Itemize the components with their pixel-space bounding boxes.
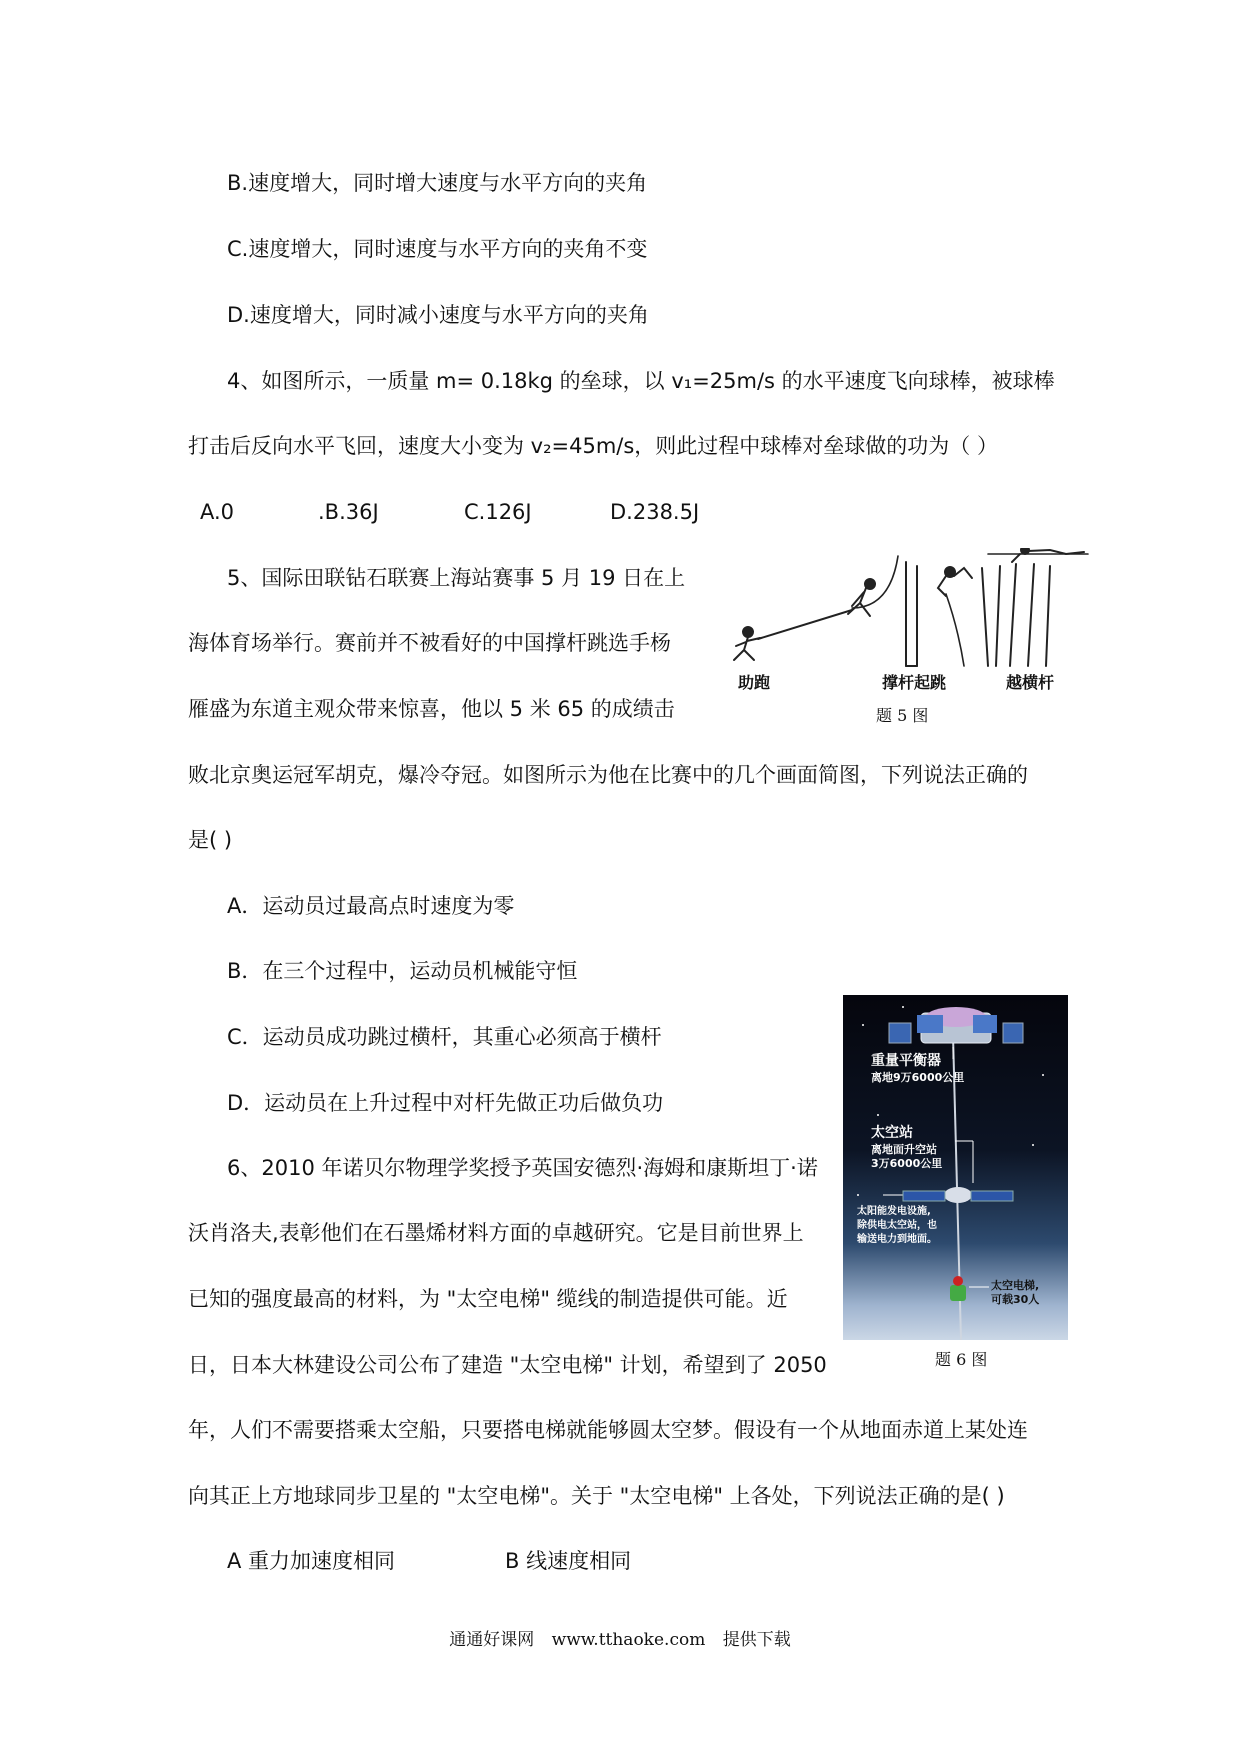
figure-5-label-run: 助跑 bbox=[738, 673, 771, 692]
figure-5-label-takeoff: 撑杆起跳 bbox=[882, 673, 947, 692]
footer-url[interactable]: www.tthaoke.com bbox=[551, 1630, 706, 1650]
option-q3-b: B.速度增大，同时增大速度与水平方向的夹角 bbox=[227, 171, 648, 195]
solar-desc-1: 太阳能发电设施, bbox=[857, 1206, 931, 1217]
q5-stem-line1: 5、国际田联钻石联赛上海站赛事 5 月 19 日在上 bbox=[227, 566, 686, 590]
station-desc-1: 离地面升空站 bbox=[871, 1143, 937, 1156]
figure-5-pole-vault bbox=[720, 548, 1100, 698]
page-footer bbox=[0, 1625, 1240, 1650]
solar-desc-2: 除供电太空站，也 bbox=[857, 1220, 937, 1231]
q6-option-b: B 线速度相同 bbox=[505, 1549, 632, 1573]
q4-stem-line1: 4、如图所示，一质量 m= 0.18kg 的垒球，以 v₁=25m/s 的水平速度飞向球棒，被球棒 bbox=[227, 369, 1055, 393]
q5-stem-line2: 海体育场举行。赛前并不被看好的中国撑杆跳选手杨 bbox=[188, 631, 671, 655]
station-title: 太空站 bbox=[871, 1125, 913, 1141]
counterweight-desc: 离地9万6000公里 bbox=[871, 1071, 965, 1084]
q6-stem-line1: 6、2010 年诺贝尔物理学奖授予英国安德烈·海姆和康斯坦丁·诺 bbox=[227, 1156, 818, 1180]
counterweight-title: 重量平衡器 bbox=[871, 1053, 941, 1069]
q6-stem-line3: 已知的强度最高的材料，为 "太空电梯" 缆线的制造提供可能。近 bbox=[188, 1287, 788, 1311]
elevator-desc-1: 太空电梯, bbox=[991, 1279, 1040, 1292]
q4-option-c: C.126J bbox=[464, 500, 532, 524]
q4-option-d: D.238.5J bbox=[610, 500, 700, 524]
q4-option-b: .B.36J bbox=[318, 500, 379, 524]
q6-stem-line5: 年，人们不需要搭乘太空船，只要搭电梯就能够圆太空梦。假设有一个从地面赤道上某处连 bbox=[188, 1418, 1028, 1442]
q5-stem-line5: 是( ) bbox=[188, 828, 233, 852]
pole-vault-sketch bbox=[720, 548, 1100, 668]
q6-stem-line2: 沃肖洛夫,表彰他们在石墨烯材料方面的卓越研究。它是目前世界上 bbox=[188, 1221, 804, 1245]
q5-option-a: A．运动员过最高点时速度为零 bbox=[227, 894, 515, 918]
q6-option-a: A 重力加速度相同 bbox=[227, 1549, 396, 1573]
figure-5-caption: 题 5 图 bbox=[876, 706, 929, 725]
station-desc-2: 3万6000公里 bbox=[871, 1157, 943, 1170]
q4-stem-line2: 打击后反向水平飞回，速度大小变为 v₂=45m/s，则此过程中球棒对垒球做的功为（ ） bbox=[188, 434, 998, 458]
option-q3-c: C.速度增大，同时速度与水平方向的夹角不变 bbox=[227, 237, 648, 261]
footer-note: 提供下载 bbox=[722, 1630, 791, 1650]
option-q3-d: D.速度增大，同时减小速度与水平方向的夹角 bbox=[227, 303, 649, 327]
q4-option-a: A.0 bbox=[200, 500, 235, 524]
figure-6-caption: 题 6 图 bbox=[935, 1350, 988, 1369]
elevator-desc-2: 可载30人 bbox=[991, 1293, 1040, 1306]
q6-stem-line4: 日，日本大林建设公司公布了建造 "太空电梯" 计划，希望到了 2050 bbox=[188, 1353, 827, 1377]
q5-option-c: C．运动员成功跳过横杆，其重心必须高于横杆 bbox=[227, 1025, 662, 1049]
figure-5-label-clear: 越横杆 bbox=[1006, 673, 1055, 692]
figure-6-space-elevator bbox=[843, 995, 1068, 1340]
q6-stem-line6: 向其正上方地球同步卫星的 "太空电梯"。关于 "太空电梯" 上各处，下列说法正确的是( ) bbox=[188, 1484, 1005, 1508]
q5-option-d: D．运动员在上升过程中对杆先做正功后做负功 bbox=[227, 1091, 664, 1115]
q5-stem-line4: 败北京奥运冠军胡克，爆冷夺冠。如图所示为他在比赛中的几个画面简图，下列说法正确的 bbox=[188, 763, 1028, 787]
footer-site-name: 通通好课网 bbox=[449, 1630, 535, 1650]
q5-option-b: B．在三个过程中，运动员机械能守恒 bbox=[227, 959, 578, 983]
q5-stem-line3: 雁盛为东道主观众带来惊喜，他以 5 米 65 的成绩击 bbox=[188, 697, 675, 721]
solar-desc-3: 输送电力到地面。 bbox=[857, 1234, 937, 1245]
